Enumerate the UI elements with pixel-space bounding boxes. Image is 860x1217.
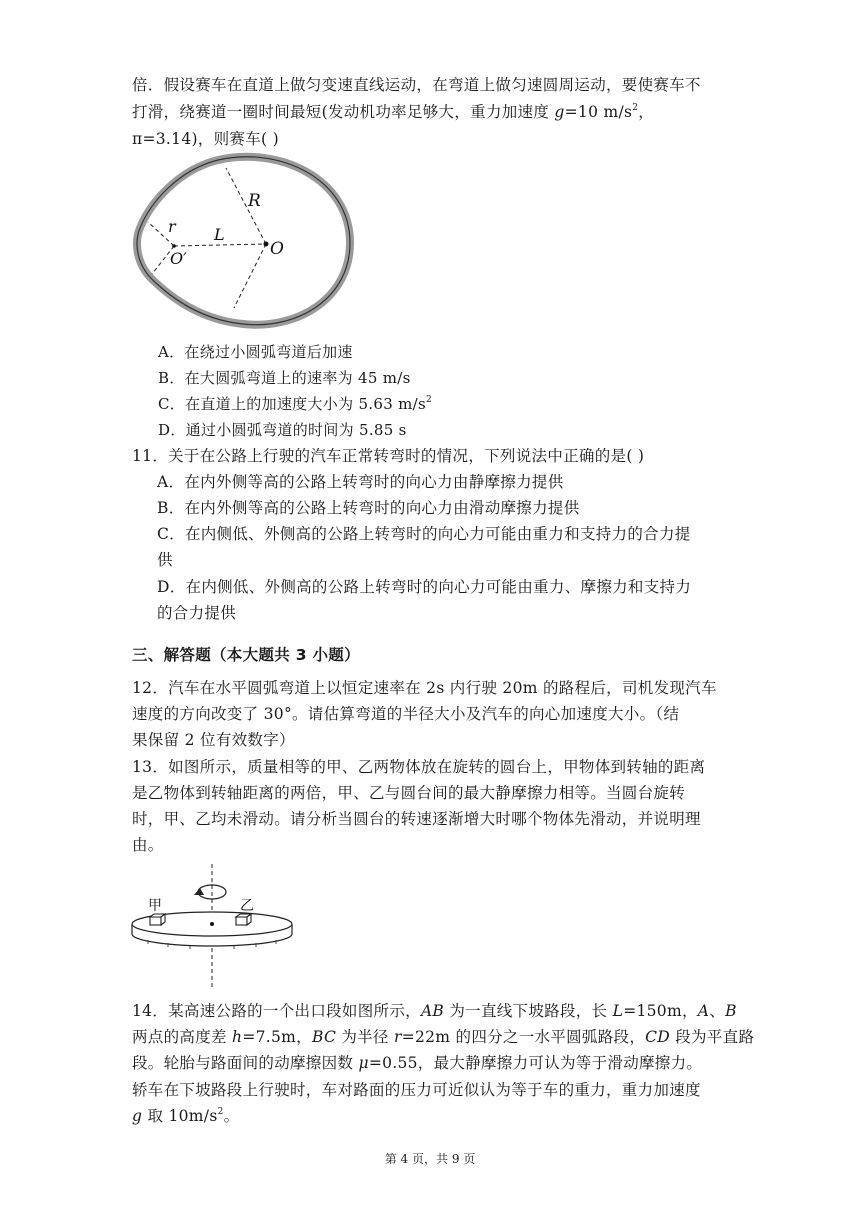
superscript: 2: [632, 102, 639, 113]
block-jia: [150, 914, 165, 925]
block-yi: [236, 914, 251, 925]
q14-text: 两点的高度差: [132, 1028, 233, 1046]
q11-option-a: A．在内外侧等高的公路上转弯时的向心力由静摩擦力提供: [157, 473, 564, 491]
symbol-B: B: [725, 1002, 737, 1020]
q14-text: =22m 的四分之一水平圆弧路段，: [401, 1028, 646, 1046]
q14-line-1: [132, 1000, 737, 1022]
symbol-r: r: [393, 1028, 402, 1046]
q11-option-d-line-1: D．在内侧低、外侧高的公路上转弯时的向心力可能由重力、摩擦力和支持力: [157, 578, 692, 596]
q10-option-b: B．在大圆弧弯道上的速率为 45 m/s: [158, 369, 411, 387]
symbol-AB: AB: [420, 1002, 445, 1020]
label-jia: 甲: [148, 898, 162, 914]
q14-line-5: [132, 1105, 239, 1127]
q14-line-4: 轿车在下坡路段上行驶时，车对路面的压力可近似认为等于车的重力，重力加速度: [132, 1081, 701, 1099]
superscript: 2: [426, 395, 433, 405]
q14-text: =7.5m，: [242, 1028, 312, 1046]
q10-line-1: 倍．假设赛车在直道上做匀变速直线运动，在弯道上做匀速圆周运动，要使赛车不: [132, 76, 701, 94]
center-O2-dot: [172, 244, 176, 248]
q10-line-3: π=3.14)，则赛车( ): [132, 130, 279, 148]
q10-text: 打滑，绕赛道一圈时间最短(发动机功率足够大，重力加速度: [132, 103, 555, 121]
symbol-mu: μ: [358, 1054, 369, 1072]
q14-text: 为半径: [336, 1028, 394, 1046]
q12-line-2: 速度的方向改变了 30°。请估算弯道的半径大小及汽车的向心加速度大小。（结: [132, 705, 680, 723]
q10-option-d: D．通过小圆弧弯道的时间为 5.85 s: [158, 421, 407, 439]
symbol-BC: BC: [311, 1028, 337, 1046]
q14-text: 取 10m/s: [142, 1107, 218, 1125]
q10-option-a: A．在绕过小圆弧弯道后加速: [158, 343, 353, 361]
page-footer: 第 4 页，共 9 页: [384, 1152, 476, 1166]
label-R: R: [248, 191, 261, 211]
q14-text: =150m，: [623, 1002, 698, 1020]
q11-option-b: B．在内外侧等高的公路上转弯时的向心力由滑动摩擦力提供: [157, 499, 580, 517]
q10-option-c-text: C．在直道上的加速度大小为 5.63 m/s: [158, 395, 426, 413]
q11-option-c-line-1: C．在内侧低、外侧高的公路上转弯时的向心力可能由重力和支持力的合力提: [157, 525, 691, 543]
section-3-heading: 三、解答题（本大题共 3 小题）: [132, 646, 360, 664]
q14-text: 段为平直路: [670, 1028, 755, 1046]
q14-text: 14．某高速公路的一个出口段如图所示，: [132, 1002, 421, 1020]
symbol-L: L: [612, 1002, 624, 1020]
label-O-prime: O′: [170, 249, 187, 268]
symbol-CD: CD: [645, 1028, 671, 1046]
q11-option-c-line-2: 供: [157, 551, 173, 569]
label-yi: 乙: [240, 898, 254, 914]
race-track-figure: [128, 148, 363, 333]
rotating-platform-figure: [128, 862, 300, 992]
q10-text: =10 m/s: [564, 103, 633, 121]
q14-text: 、: [709, 1002, 726, 1020]
distance-L-line: [174, 244, 266, 246]
symbol-g: g: [132, 1107, 143, 1125]
q12-line-3: 果保留 2 位有效数字）: [132, 731, 295, 749]
label-O: O: [270, 239, 284, 259]
q14-text: 。: [223, 1107, 240, 1125]
axis-center-dot: [210, 922, 214, 926]
q14-text: =0.55，最大静摩擦力可认为等于滑动摩擦力。: [368, 1054, 703, 1072]
q10-option-c: [158, 394, 432, 414]
symbol-g: g: [554, 103, 565, 121]
symbol-h: h: [232, 1028, 243, 1046]
symbol-A: A: [697, 1002, 710, 1020]
q13-line-1: 13．如图所示，质量相等的甲、乙两物体放在旋转的圆台上，甲物体到转轴的距离: [132, 758, 706, 776]
q14-line-2: [132, 1026, 754, 1048]
q13-line-2: 是乙物体到转轴距离的两倍，甲、乙与圆台间的最大静摩擦力相等。当圆台旋转: [132, 784, 686, 802]
label-r: r: [168, 217, 176, 236]
q11-option-d-line-2: 的合力提供: [157, 604, 237, 622]
q13-line-4: 由。: [132, 836, 164, 854]
label-L: L: [214, 225, 225, 244]
center-O-dot: [264, 242, 269, 247]
q10-line-2: [132, 101, 654, 123]
q14-text: 为一直线下坡路段，长: [444, 1002, 613, 1020]
radius-R-line-lower: [234, 244, 266, 308]
q11-stem: 11．关于在公路上行驶的汽车正常转弯时的情况，下列说法中正确的是( ): [132, 447, 645, 465]
q14-line-3: [132, 1052, 702, 1074]
q12-line-1: 12．汽车在水平圆弧弯道上以恒定速率在 2s 内行驶 20m 的路程后，司机发现汽车: [132, 679, 717, 697]
q13-line-3: 时，甲、乙均未滑动。请分析当圆台的转速逐渐增大时哪个物体先滑动，并说明理: [132, 810, 701, 828]
q10-text: ，: [638, 103, 655, 121]
q14-text: 段。轮胎与路面间的动摩擦因数: [132, 1054, 359, 1072]
superscript: 2: [217, 1106, 224, 1117]
